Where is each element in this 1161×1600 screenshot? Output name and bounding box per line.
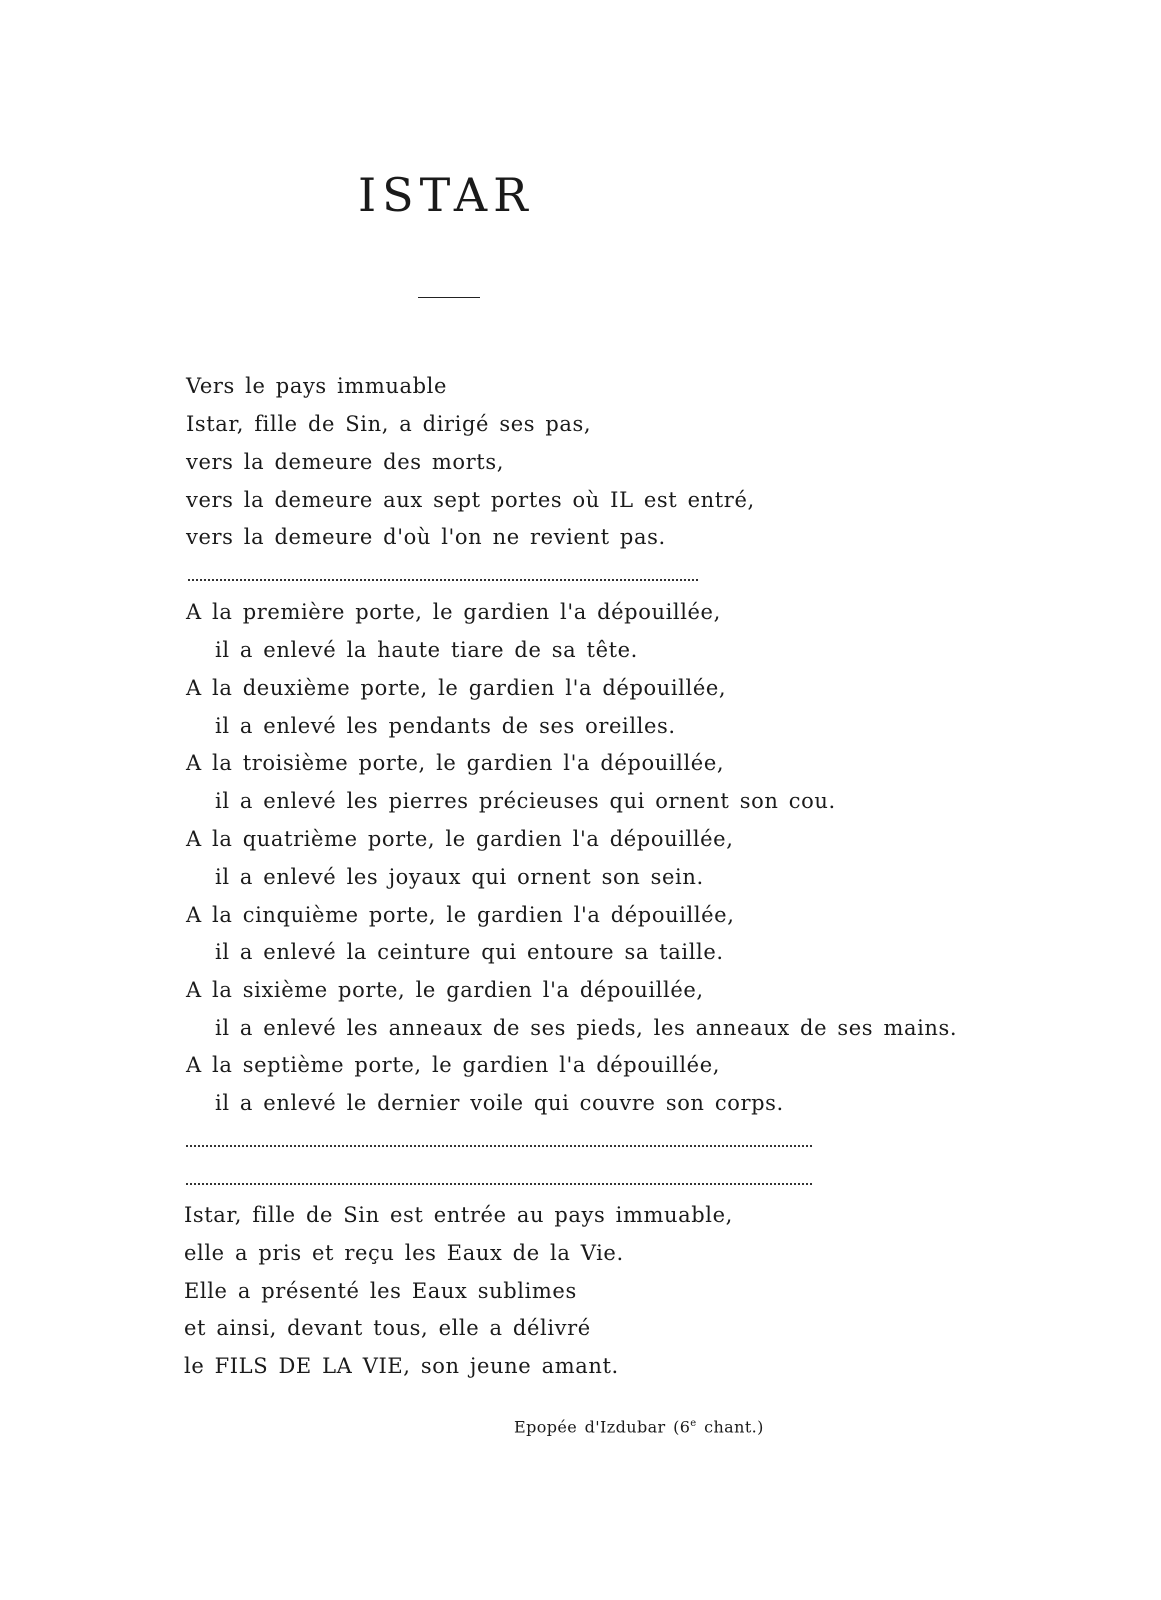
verse-line: elle a pris et reçu les Eaux de la Vie.: [184, 1241, 624, 1265]
verse-line-indented: il a enlevé la haute tiare de sa tête.: [215, 638, 638, 662]
verse-line: A la deuxième porte, le gardien l'a dépouillée,: [186, 676, 727, 700]
verse-line: A la première porte, le gardien l'a dépouillée,: [186, 600, 721, 624]
verse-line: A la septième porte, le gardien l'a dépouillée,: [186, 1053, 720, 1077]
verse-line: vers la demeure d'où l'on ne revient pas.: [186, 525, 666, 549]
verse-line-indented: il a enlevé les joyaux qui ornent son sein.: [215, 865, 704, 889]
verse-line-indented: il a enlevé les pierres précieuses qui ornent son cou.: [215, 789, 836, 813]
verse-line: Istar, fille de Sin est entrée au pays immuable,: [184, 1203, 733, 1227]
verse-line: vers la demeure des morts,: [186, 450, 504, 474]
poem-title: ISTAR: [358, 168, 534, 222]
ellipsis-dotted-line: [188, 579, 698, 581]
verse-line-indented: il a enlevé la ceinture qui entoure sa taille.: [215, 940, 724, 964]
ellipsis-dotted-line: [186, 1145, 812, 1147]
source-suffix: chant.): [696, 1417, 764, 1437]
title-divider: [418, 297, 480, 298]
source-superscript: e: [690, 1418, 697, 1429]
verse-line: A la quatrième porte, le gardien l'a dépouillée,: [186, 827, 734, 851]
verse-line: A la troisième porte, le gardien l'a dépouillée,: [186, 751, 725, 775]
source-attribution: [514, 1419, 764, 1435]
verse-line: A la sixième porte, le gardien l'a dépouillée,: [186, 978, 704, 1002]
verse-line: Istar, fille de Sin, a dirigé ses pas,: [186, 412, 592, 436]
verse-line: le FILS DE LA VIE, son jeune amant.: [184, 1354, 619, 1378]
verse-line: et ainsi, devant tous, elle a délivré: [184, 1316, 591, 1340]
verse-line: A la cinquième porte, le gardien l'a dépouillée,: [186, 903, 735, 927]
source-text: Epopée d'Izdubar (6: [514, 1417, 691, 1437]
verse-line: Elle a présenté les Eaux sublimes: [184, 1279, 577, 1303]
verse-line: vers la demeure aux sept portes où IL est entré,: [186, 488, 755, 512]
verse-line-indented: il a enlevé les pendants de ses oreilles.: [215, 714, 676, 738]
verse-line-indented: il a enlevé le dernier voile qui couvre son corps.: [215, 1091, 784, 1115]
verse-line: Vers le pays immuable: [186, 374, 448, 398]
verse-line-indented: il a enlevé les anneaux de ses pieds, les anneaux de ses mains.: [215, 1016, 958, 1040]
ellipsis-dotted-line: [186, 1183, 812, 1185]
